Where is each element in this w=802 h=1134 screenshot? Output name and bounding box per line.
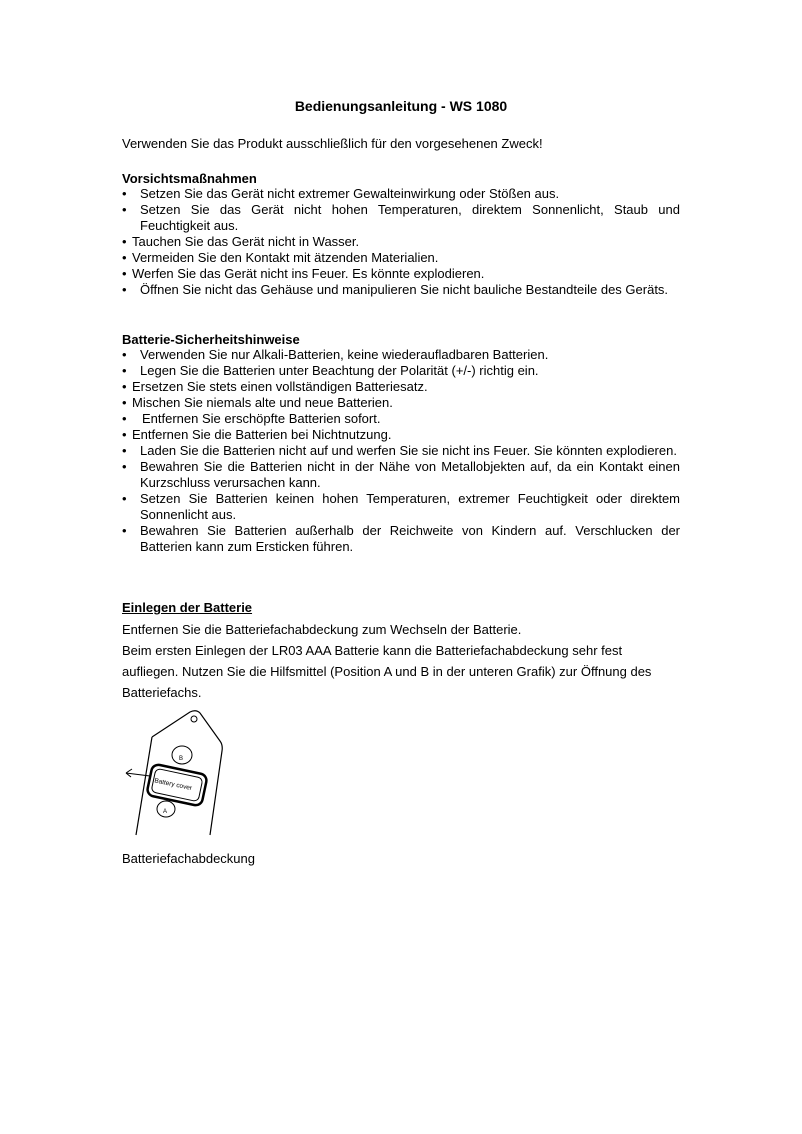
list-item: • Entfernen Sie erschöpfte Batterien sofort.	[122, 411, 680, 427]
list-item: • Laden Sie die Batterien nicht auf und werfen Sie sie nicht ins Feuer. Sie könnten explodieren.	[122, 443, 680, 459]
battery-safety-heading: Batterie-Sicherheitshinweise	[122, 332, 300, 347]
list-item: • Tauchen Sie das Gerät nicht in Wasser.	[122, 234, 680, 250]
insert-battery-heading: Einlegen der Batterie	[122, 600, 253, 615]
list-item: • Bewahren Sie die Batterien nicht in der Nähe von Metallobjekten auf, da ein Kontakt einen Kurzschluss verursachen kann.	[122, 459, 680, 491]
list-item: • Mischen Sie niemals alte und neue Batterien.	[122, 395, 680, 411]
intro-text: Verwenden Sie das Produkt ausschließlich für den vorgesehenen Zweck!	[122, 136, 543, 151]
list-item: • Setzen Sie das Gerät nicht extremer Gewalteinwirkung oder Stößen aus.	[122, 186, 680, 202]
document-title: Bedienungsanleitung - WS 1080	[294, 98, 508, 114]
figure-caption: Batteriefachabdeckung	[122, 851, 255, 866]
list-item: • Vermeiden Sie den Kontakt mit ätzenden Materialien.	[122, 250, 680, 266]
list-item: • Werfen Sie das Gerät nicht ins Feuer. Es könnte explodieren.	[122, 266, 680, 282]
notch-b-label: B	[179, 756, 184, 762]
battery-cover-label: Battery cover	[153, 777, 193, 793]
battery-cover-illustration	[122, 707, 228, 837]
insert-battery-paragraph: Beim ersten Einlegen der LR03 AAA Batterie kann die Batteriefachabdeckung sehr fest aufliegen. Nutzen Sie die Hilfsmittel (Position A und B in der unteren Grafik) zur Öffnung des Batteriefachs.	[122, 643, 652, 700]
insert-battery-section	[122, 599, 680, 703]
battery-cover-figure	[122, 707, 228, 837]
list-item: • Ersetzen Sie stets einen vollständigen Batteriesatz.	[122, 379, 680, 395]
battery-safety-list	[122, 347, 680, 555]
notch-a-label: A	[163, 809, 168, 815]
hanging-hole-icon	[191, 716, 197, 722]
precautions-list	[122, 186, 680, 298]
list-item: • Setzen Sie das Gerät nicht hohen Temperaturen, direktem Sonnenlicht, Staub und Feuchtigkeit aus.	[122, 202, 680, 234]
precautions-heading: Vorsichtsmaßnahmen	[122, 171, 257, 186]
battery-safety-section	[122, 332, 680, 555]
precautions-section	[122, 171, 680, 298]
list-item: • Bewahren Sie Batterien außerhalb der Reichweite von Kindern auf. Verschlucken der Batterien kann zum Ersticken führen.	[122, 523, 680, 555]
list-item: • Legen Sie die Batterien unter Beachtung der Polarität (+/-) richtig ein.	[122, 363, 680, 379]
list-item: • Verwenden Sie nur Alkali-Batterien, keine wiederaufladbaren Batterien.	[122, 347, 680, 363]
list-item: • Entfernen Sie die Batterien bei Nichtnutzung.	[122, 427, 680, 443]
list-item: • Öffnen Sie nicht das Gehäuse und manipulieren Sie nicht bauliche Bestandteile des Geräts.	[122, 282, 680, 298]
battery-cover	[146, 764, 207, 807]
insert-battery-paragraph: Entfernen Sie die Batteriefachabdeckung zum Wechseln der Batterie.	[122, 622, 522, 637]
list-item: • Setzen Sie Batterien keinen hohen Temperaturen, extremer Feuchtigkeit oder direktem Sonnenlicht aus.	[122, 491, 680, 523]
